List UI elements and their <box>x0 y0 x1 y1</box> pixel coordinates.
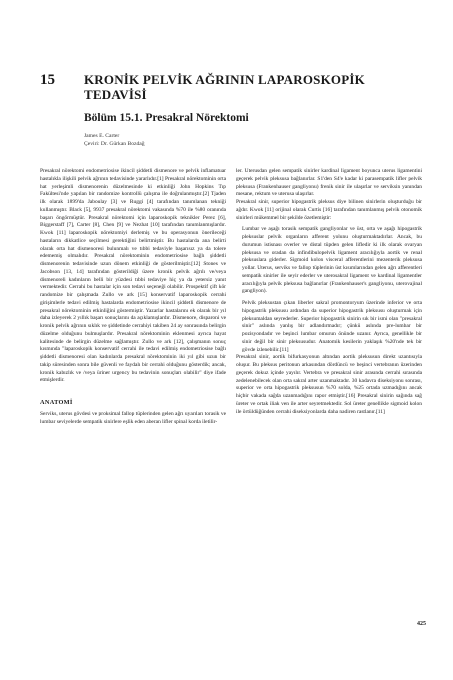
page-number: 425 <box>417 621 426 627</box>
left-column <box>40 168 226 426</box>
anatomy-heading: ANATOMİ <box>40 399 73 406</box>
chapter-title: KRONİK PELVİK AĞRININ LAPAROSKOPİK TEDAVİSİ <box>84 72 365 102</box>
intro-paragraph: Presakral nörektomi endometriosise ikincil şiddetli dismenore ve pelvik inflamatuar hastalıkla ilişkili pelvik ağrının tedavisinde yararlıdır.[1] Presakral nörektominin orta hat yerleşimli dismenorenin düzelmesinde ki etkinliği John Hopkins Tıp Fakültesi'nde yapılan bir randomize kontrollü çalışma ile doğrulanmıştır.[2] Tjaden ilk olarak 1899'da Jaboulay [3] ve Ruggi [4] tarafından tanımlanan tekniği kullanmıştır. Black [5], 9937 presakral nörektomi vakasında %70 ile %80 oranında başarı öngörmüştür. Presakral nörektomi için laparoskopik teknikler Perez [6], Biggerstaff [7], Carter [8], Chen [9] ve Nezhat [10] tarafından tanımlanmışlardır. Kwok [11] laparoskopik nörektomiyi derlemiş ve bu operasyonun önerileceği hastaların dikkatlice seçilmesi gerektiğini belirtmiştir. Bu hastalarda ana belirti olarak orta hat dismenoresi bulunmalı ve tıbbi tedaviyle başarısız ya da tolere edememiş olmalıdır. Presakral nörektominin endometriosise bağlı şiddetli dismenorenin tedavisinde uzun dönem etkinliği de gösterilmiştir.[12] Stones ve Jacobson [13, 14] tarafından gösterildiği üzere kronik pelvik ağrılı ve/veya dismenoreli kadınların belli bir yüzdesi tıbbi tedaviye hiç ya da yetersiz yanıt vermektedir. Cerrahi bu hastalar için son tedavi seçeneği olabilir. Prospektif çift kör randomize bir çalışmada Zullo ve ark [15] konservatif laparoskopik cerrahi girişimlerle tedavi edilmiş hastalarda endometriosise ikincil şiddetli dismenore de presakral nörektominin etkinliğini göstermiştir. Yazarlar hastalarını ek olarak bir yıl daha izleyerek 2 yıllık başarı sonuçlarını da açıklamışlardır. Dismenore, disparoni ve kronik pelvik ağrının sıklık ve şiddetinde cerrahiyi takiben 24 ay sonrasında belirgin düzelme olduğunu bulmuşlardır. Presakral nörektominin eklenmesi ayrıca hayat kalitesinde de belirgin düzelme sağlamıştır. Zullo ve ark [12], çalışmanın sonuç kısmında "laparoskopik konservatif cerrahi ile tedavi edilmiş endometriosise bağlı şiddetli dismenoresi olan kadınlarda presakral nörektominin iki yıl gibi uzun bir takip süresinden sonra bile güvenli ve faydalı bir cerrahi olduğunu gösterdik; ancak, kronik kabızlık ve /veya üriner urgency bu tedavinin sonuçları olabilir" diye ifade etmişlerdir. <box>40 168 226 384</box>
author-block <box>84 132 145 148</box>
paragraph-sympathetic: ler. Uterusdan gelen sempatik sinirler kardinal ligament boyunca uterus ligamentini geçerek pelvik pleksusa bağlanırlar. S1'den S4'e kadar ki parasempatik lifler pelvik pleksusa (Frankenhauser gangliyonu) frenik sinir ile ulaşırlar ve serviksin yanından mesane, rektum ve uterusa ulaşırlar. <box>236 168 422 198</box>
anatomy-paragraph: Serviks, uterus gövdesi ve proksimal fallop tüplerinden gelen ağrı uyarıları torasik ve lumbar seviyelerde sempatik sinirlere eşlik eden aberan lifler spinal korda iletilir- <box>40 410 226 425</box>
quote-paragraph-1: Lumbar ve aşağı torasik sempatik gangliyonlar ve üst, orta ve aşağı hipogastrik pleksuslar pelvik organların afferent yolunu oluşturmaktadırlar. Ancak, bu durumun istisnası overler ve distal tüpden gelen lifledir ki ilk olarak ovaryan pleksusa ve oradan da infindibulopelvik ligament aracılığıyla aortik ve renal pleksuslara giderler. Sigmoid kolon visceral afferentlerini mezenterik pleksusa yollar. Uterus, serviks ve fallop tüplerinin üst kısımlarından gelen ağrı afferentleri sempatik sinirler ile seyir ederler ve uterosakral ligament ve kardinal ligamentler aracılığıyla pelvik pleksusa bağlanırlar (Frankenhauser's gangliyonu, uterovajinal gangliyon). <box>242 226 422 295</box>
quote-paragraph-2: Pelvik pleksustan çıkan liberler sakral promontoryum üzerinde inferior ve orta hipogastrik pleksusu ardından da superior hipogastrik pleksusu oluşturmak için pleksumaldan seyrederler. Superior hipogastrik sinirin sık bir ismi olan "presakral sinir" aslında yanlış bir adlandırmadır; çünkü aslında pre-lumbar bir pozisyondadır ve beşinci lumbar omurun önünde uzanır. Ayrıca, genellikle bir sinir değil bir sinir pleksusudur. Anatomik kesilerin yaklaşık %20'nde tek bir gövde izlenebilir.[11] <box>242 300 422 353</box>
translator-name: Çeviri: Dr. Gürkan Bozdağ <box>84 141 145 147</box>
paragraph-plexus: Presakral sinir, aortik bifurkasyonun altından aortik pleksusun direkt uzantısıyla oluşur. Bu pleksus peritonun arkasından dördüncü ve beşinci vertebranın üzerinden geçerek dokuz içinde yayılır. Vertebra ve presakral sinir arasında cerrahi sırasında zedelenebilecek olan orta sakral arter uzanmaktadır. 30 kadavra diseksiyonu sonrası, superior ve orta hipogastrik pleksusun %70 solda, %25 ortada uzmadığını ancak hiçbir vakada sağda uzanmadığını rapor etmiştir.[16] Presakral sinirin sağında sağ üreter ve ortak iliak ven ile arter seyretmektedir. Sol üreter genellikle sigmoid kolon ile örtüldüğünden cerrahi diseksiyonlarda daha nadiren rastlanır.[11] <box>236 354 422 415</box>
right-column <box>236 168 422 416</box>
chapter-number: 15 <box>40 72 55 88</box>
author-name: James E. Carter <box>84 133 120 139</box>
section-title: Bölüm 15.1. Presakral Nörektomi <box>84 112 249 124</box>
paragraph-presacral: Presakral sinir, superior hipogastrik pleksus diye bilinen sinirlerin oluşturduğu bir ağdır. Kwok [11] orijinal olarak Curtis [16] tarafından tanımlanmış pelvik otonomik sinirleri mükemmel bir şekilde özetlemiştir: <box>236 199 422 221</box>
